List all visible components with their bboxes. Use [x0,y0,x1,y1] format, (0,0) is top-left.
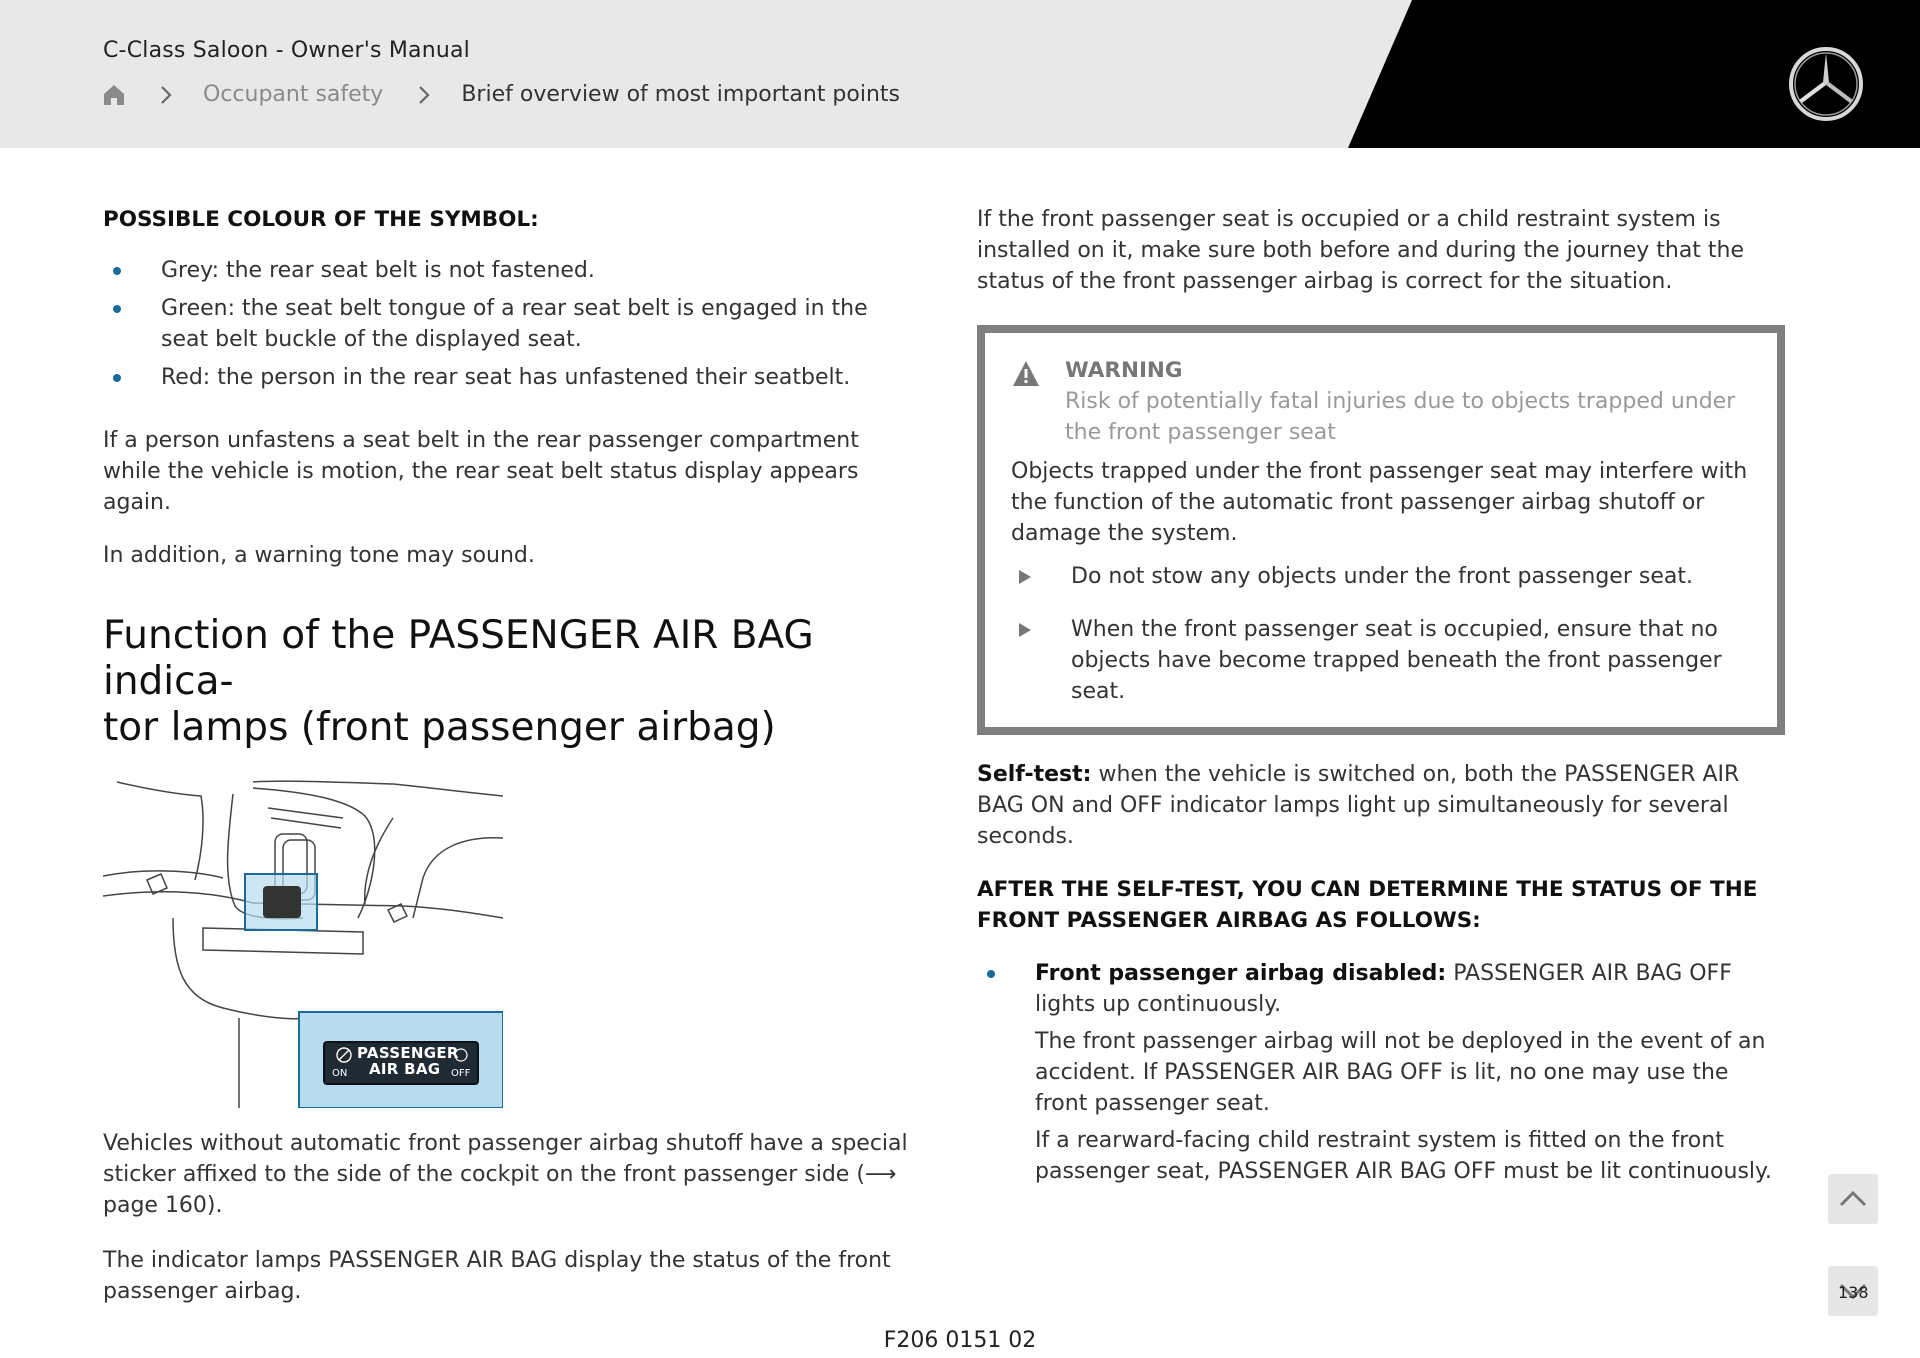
document-title: C-Class Saloon - Owner's Manual [103,38,470,63]
airbag-indicator-figure [103,778,503,1108]
airbag-off-label: OFF [451,1068,471,1079]
left-column [103,204,913,1307]
warning-heading-block [1065,355,1751,448]
chevron-up-icon [1828,1174,1878,1224]
list-item [1011,614,1751,707]
passenger-airbag-label-line1: PASSENGER [357,1044,459,1062]
list-item: Green: the seat belt tongue of a rear seat belt is engaged in the seat belt buckle of the displayed seat. [103,293,913,355]
paragraph: If the front passenger seat is occupied or a child restraint system is installed on it, make sure both before and during the journey that the status of the front passenger airbag is correct for the situation. [977,207,1745,294]
scroll-up-button[interactable] [1828,1174,1878,1224]
warning-header [1011,355,1751,448]
list-item: Grey: the rear seat belt is not fastened. [103,255,913,286]
after-self-test-heading: AFTER THE SELF-TEST, YOU CAN DETERMINE THE STATUS OF THE FRONT PASSENGER AIRBAG AS FOLLOWS: [977,877,1758,933]
self-test-text: when the vehicle is switched on, both the PASSENGER AIR BAG ON and OFF indicator lamps light up simultaneously for several seconds. [977,762,1740,849]
paragraph: The indicator lamps PASSENGER AIR BAG display the status of the front passenger airbag. [103,1248,891,1304]
self-test-paragraph [977,759,1787,852]
warning-title: WARNING [1065,358,1183,383]
list-item [977,958,1787,1187]
home-icon[interactable] [103,84,125,106]
status-label: Front passenger airbag disabled: [1035,961,1447,986]
chevron-right-icon [159,84,173,106]
passenger-airbag-label-line2: AIR BAG [369,1060,441,1078]
breadcrumb [103,82,900,107]
breadcrumb-current-page: Brief overview of most important points [461,82,901,107]
step-text: When the front passenger seat is occupied, ensure that no objects have become trapped beneath the front passenger seat. [1071,617,1722,704]
symbol-colour-heading: POSSIBLE COLOUR OF THE SYMBOL: [103,207,539,232]
right-column [977,204,1787,1194]
figure-reference-code: F206 0151 02 [883,1328,1037,1353]
chevron-right-icon [417,84,431,106]
paragraph: In addition, a warning tone may sound. [103,543,535,568]
warning-subtitle: Risk of potentially fatal injuries due to objects trapped under the front passenger seat [1065,389,1736,445]
paragraph: Vehicles without automatic front passenger airbag shutoff have a special sticker affixed to the side of the cockpit on the front passenger side (⟶ page 160). [103,1131,908,1218]
play-arrow-icon [1019,623,1031,637]
paragraph: If a person unfastens a seat belt in the rear passenger compartment while the vehicle is motion, the rear seat belt status display appears again. [103,428,859,515]
warning-body: Objects trapped under the front passenger seat may interfere with the function of the automatic front passenger airbag shutoff or damage the system. [1011,459,1748,546]
step-text: Do not stow any objects under the front passenger seat. [1071,564,1693,589]
section-title-line: Function of the PASSENGER AIR BAG indica- [103,613,814,704]
breadcrumb-occupant-safety[interactable]: Occupant safety [203,82,384,107]
airbag-status-list [977,958,1787,1187]
play-arrow-icon [1019,570,1031,584]
warning-triangle-icon [1011,359,1041,389]
symbol-colour-list [103,255,913,393]
section-title [103,613,913,751]
list-item [1011,561,1751,592]
list-item: Red: the person in the rear seat has unfastened their seatbelt. [103,362,913,393]
airbag-on-label: ON [332,1068,348,1079]
section-title-line: tor lamps (front passenger airbag) [103,705,776,750]
self-test-label: Self-test: [977,762,1092,787]
status-note: If a rearward-facing child restraint system is fitted on the front passenger seat, PASSENGER AIR BAG OFF must be lit continuously. [1035,1128,1772,1184]
status-text: PASSENGER AIR BAG OFF lights up continuously. [1035,961,1732,1017]
page-number: 138 [1838,1283,1869,1302]
header-brand-panel [0,0,1920,148]
warning-steps [1011,561,1751,707]
mercedes-star-logo-icon[interactable] [1788,46,1864,122]
status-note: The front passenger airbag will not be deployed in the event of an accident. If PASSENGER AIR BAG OFF is lit, no one may use the front passenger seat. [1035,1029,1766,1116]
warning-box [977,325,1785,735]
